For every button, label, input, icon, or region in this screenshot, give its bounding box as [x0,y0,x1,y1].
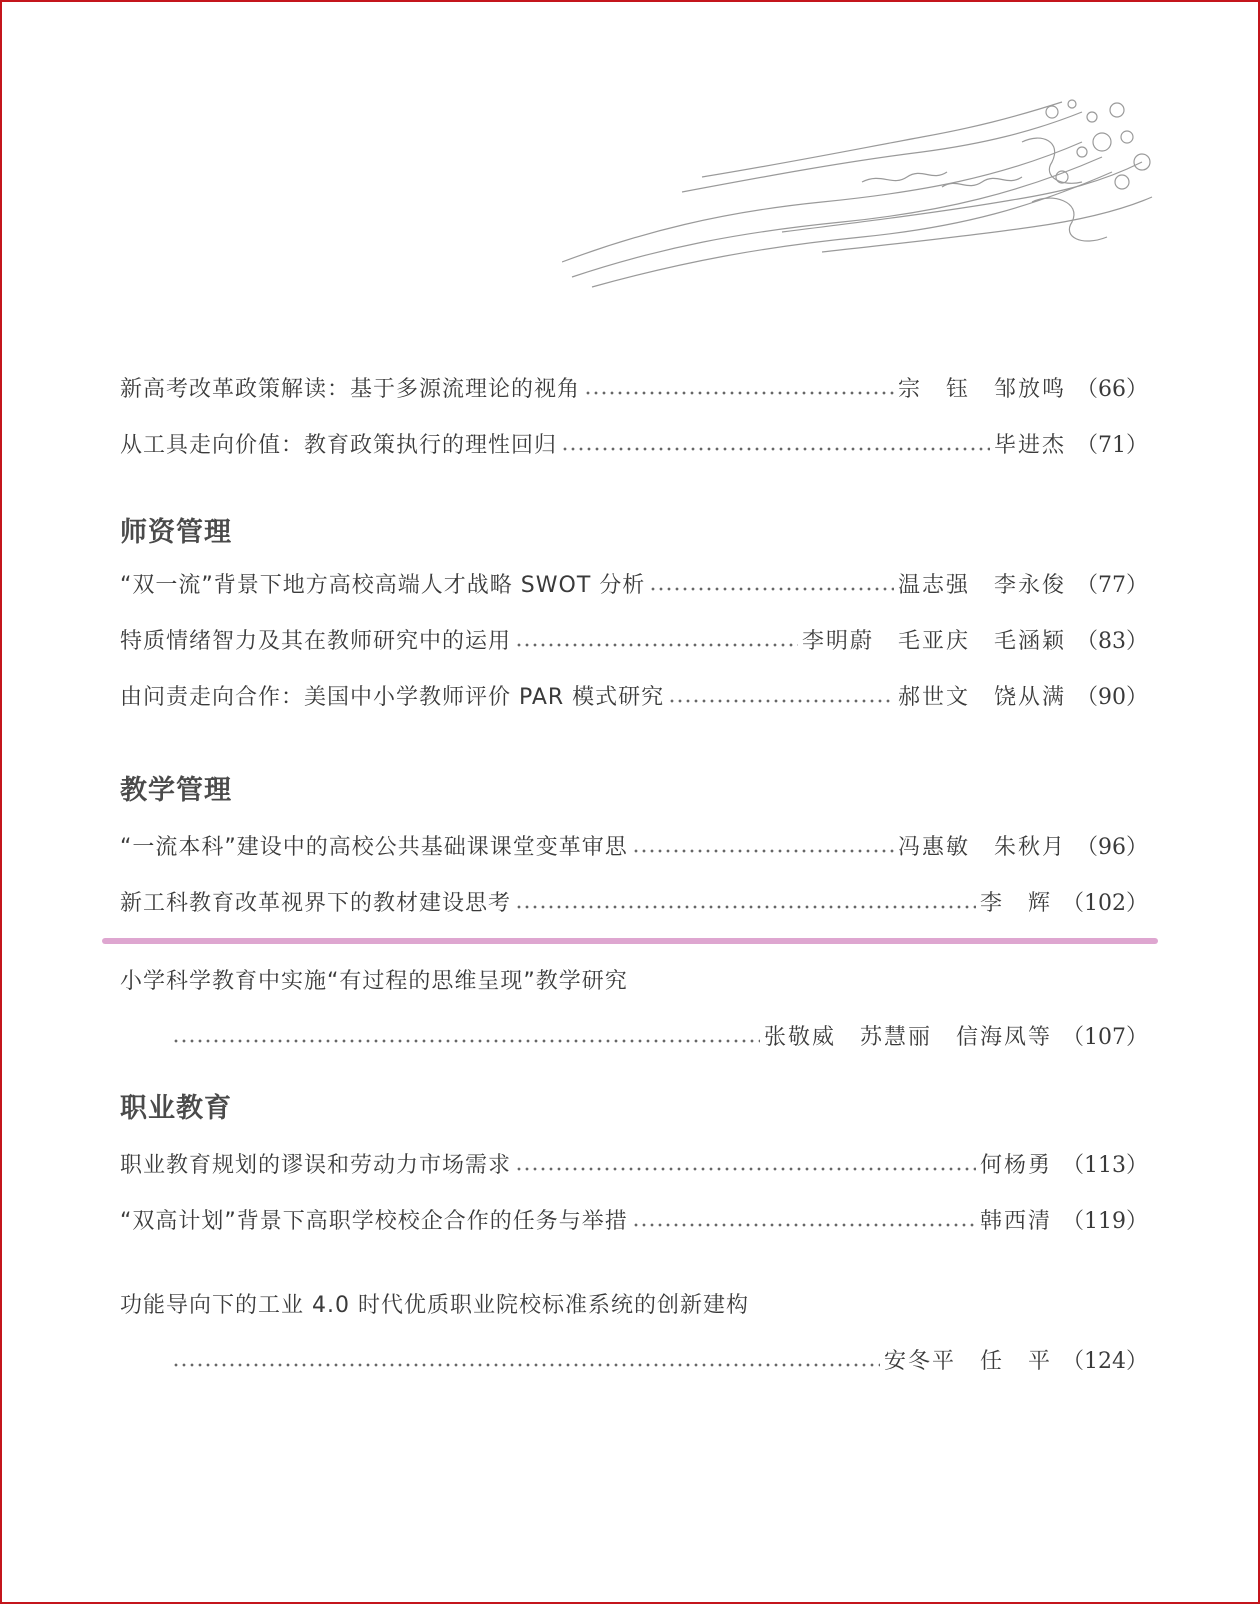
entry-page: （90） [1076,685,1148,710]
entry-page: （124） [1062,1349,1148,1374]
toc-entry[interactable] [120,1204,1148,1234]
toc-entry-continuation[interactable] [172,1344,1148,1374]
toc-entry[interactable] [120,372,1148,402]
entry-title: “一流本科”建设中的高校公共基础课课堂变革审思 [120,835,628,860]
dot-leader [649,570,894,592]
toc-entry[interactable] [120,568,1148,598]
entry-page: （77） [1076,573,1148,598]
section-heading: 职业教育 [120,1093,232,1124]
entry-authors: 李明蔚 毛亚庆 毛涵颖 [801,629,1066,654]
toc-entry[interactable] [120,830,1148,860]
entry-title: 从工具走向价值：教育政策执行的理性回归 [120,433,558,458]
entry-authors: 宗 钰 邹放鸣 [897,377,1066,402]
toc-entry[interactable] [120,428,1148,458]
entry-authors: 冯惠敏 朱秋月 [897,835,1066,860]
entry-authors: 温志强 李永俊 [897,573,1066,598]
wave-decoration-icon [562,82,1162,302]
entry-page: （119） [1062,1209,1148,1234]
dot-leader [515,888,976,910]
entry-title: 新工科教育改革视界下的教材建设思考 [120,891,512,916]
toc-entry[interactable] [120,680,1148,710]
dot-leader [515,1150,976,1172]
section-heading: 教学管理 [120,775,232,806]
entry-authors: 张敬威 苏慧丽 信海凤等 [763,1025,1052,1050]
entry-authors: 李 辉 [979,891,1052,916]
entry-title: 由问责走向合作：美国中小学教师评价 PAR 模式研究 [120,685,665,710]
entry-authors: 何杨勇 [979,1153,1052,1178]
entry-title: 职业教育规划的谬误和劳动力市场需求 [120,1153,512,1178]
entry-page: （71） [1076,433,1148,458]
entry-page: （102） [1062,891,1148,916]
dot-leader [668,682,894,704]
entry-title: “双高计划”背景下高职学校校企合作的任务与举措 [120,1209,628,1234]
toc-entry[interactable] [120,1148,1148,1178]
entry-title: “双一流”背景下地方高校高端人才战略 SWOT 分析 [120,573,646,598]
dot-leader [632,1206,976,1228]
entry-page: （107） [1062,1025,1148,1050]
entry-title[interactable]: 小学科学教育中实施“有过程的思维呈现”教学研究 [120,969,628,994]
entry-page: （96） [1076,835,1148,860]
entry-title: 新高考改革政策解读：基于多源流理论的视角 [120,377,581,402]
entry-title: 特质情绪智力及其在教师研究中的运用 [120,629,512,654]
entry-page: （83） [1076,629,1148,654]
toc-entry[interactable] [120,886,1148,916]
dot-leader [561,430,990,452]
entry-page: （66） [1076,377,1148,402]
highlight-underline [102,938,1158,944]
section-heading: 师资管理 [120,517,232,548]
entry-authors: 安冬平 任 平 [883,1349,1052,1374]
toc-entry[interactable] [120,624,1148,654]
entry-page: （113） [1062,1153,1148,1178]
dot-leader [172,1022,760,1044]
dot-leader [632,832,894,854]
entry-authors: 郝世文 饶从满 [897,685,1066,710]
entry-authors: 毕进杰 [993,433,1066,458]
entry-title[interactable]: 功能导向下的工业 4.0 时代优质职业院校标准系统的创新建构 [120,1293,749,1318]
toc-entry-continuation[interactable] [172,1020,1148,1050]
entry-authors: 韩西清 [979,1209,1052,1234]
dot-leader [172,1346,880,1368]
dot-leader [515,626,798,648]
dot-leader [584,374,894,396]
